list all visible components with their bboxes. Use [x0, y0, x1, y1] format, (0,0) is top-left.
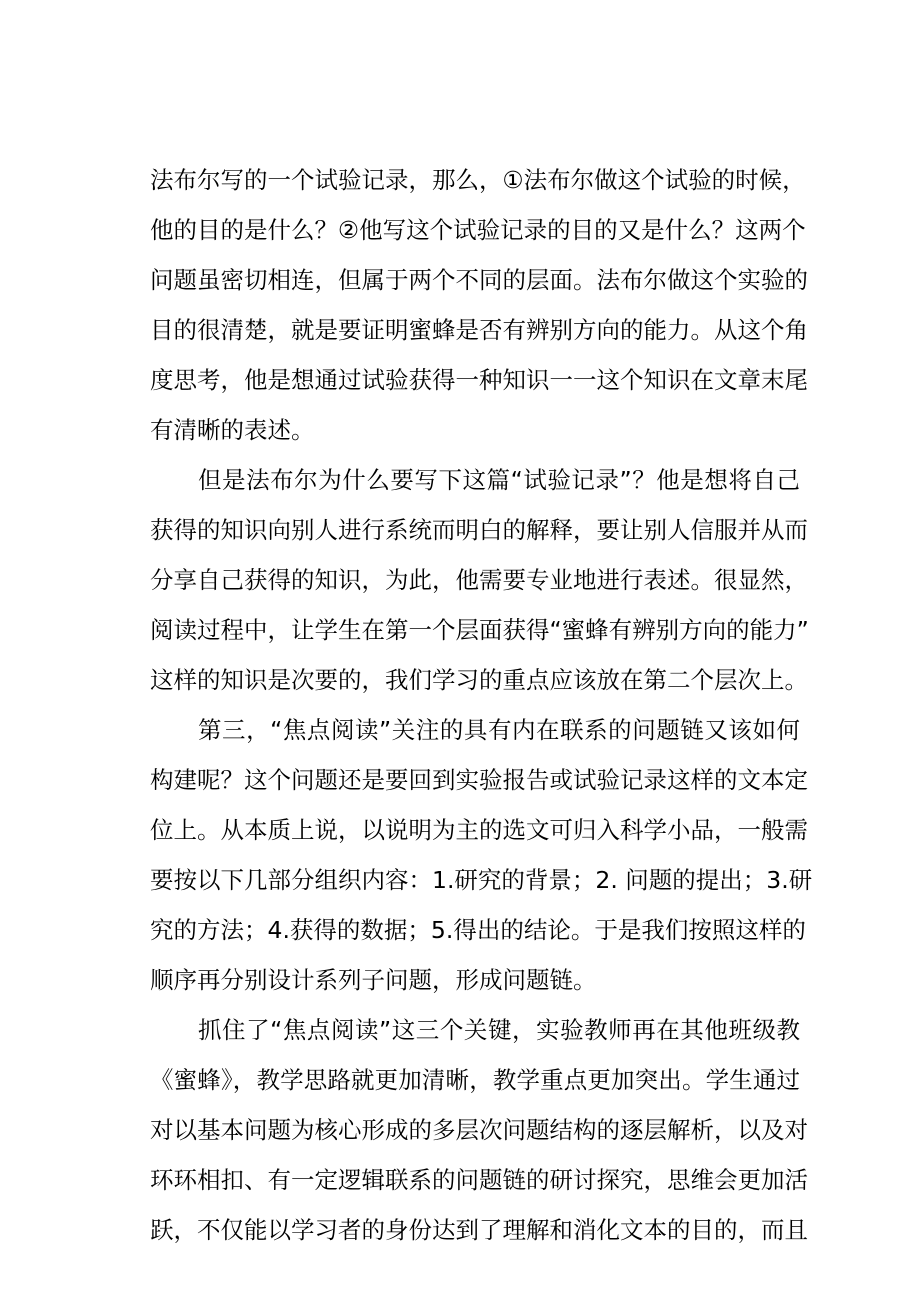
text-line: 环环相扣、有一定逻辑联系的问题链的研讨探究，思维会更加活	[150, 1166, 808, 1194]
text-line: 要按以下几部分组织内容：1.研究的背景；2. 问题的提出；3.研	[150, 866, 813, 894]
text-line: 法布尔写的一个试验记录，那么，①法布尔做这个试验的时候，	[150, 166, 806, 194]
text-line: 究的方法；4.获得的数据；5.得出的结论。于是我们按照这样的	[150, 916, 806, 944]
text-line: 位上。从本质上说，以说明为主的选文可归入科学小品，一般需	[150, 816, 808, 844]
text-line: 对以基本问题为核心形成的多层次问题结构的逐层解析，以及对	[150, 1116, 808, 1144]
paragraph-first-line: 但是法布尔为什么要写下这篇“试验记录”？他是想将自己	[198, 466, 800, 494]
text-line: 有清晰的表述。	[150, 416, 315, 444]
text-line: 《蜜蜂》，教学思路就更加清晰，教学重点更加突出。学生通过	[150, 1066, 800, 1094]
text-line: 跃，不仅能以学习者的身份达到了理解和消化文本的目的，而且	[150, 1216, 808, 1244]
text-line: 目的很清楚，就是要证明蜜蜂是否有辨别方向的能力。从这个角	[150, 316, 808, 344]
text-line: 度思考，他是想通过试验获得一种知识一一这个知识在文章末尾	[150, 366, 808, 394]
text-line: 分享自己获得的知识，为此，他需要专业地进行表述。很显然，	[150, 566, 808, 594]
text-line: 这样的知识是次要的，我们学习的重点应该放在第二个层次上。	[150, 666, 808, 694]
text-line: 构建呢？这个问题还是要回到实验报告或试验记录这样的文本定	[150, 766, 808, 794]
text-line: 他的目的是什么？②他写这个试验记录的目的又是什么？这两个	[150, 216, 806, 244]
paragraph-first-line: 抓住了“焦点阅读”这三个关键，实验教师再在其他班级教	[198, 1016, 800, 1044]
text-line: 阅读过程中，让学生在第一个层面获得“蜜蜂有辨别方向的能力”	[150, 616, 809, 644]
text-line: 问题虽密切相连，但属于两个不同的层面。法布尔做这个实验的	[150, 266, 808, 294]
text-line: 顺序再分别设计系列子问题，形成问题链。	[150, 966, 597, 994]
paragraph-first-line: 第三，“焦点阅读”关注的具有内在联系的问题链又该如何	[198, 716, 800, 744]
text-line: 获得的知识向别人进行系统而明白的解释，要让别人信服并从而	[150, 516, 808, 544]
